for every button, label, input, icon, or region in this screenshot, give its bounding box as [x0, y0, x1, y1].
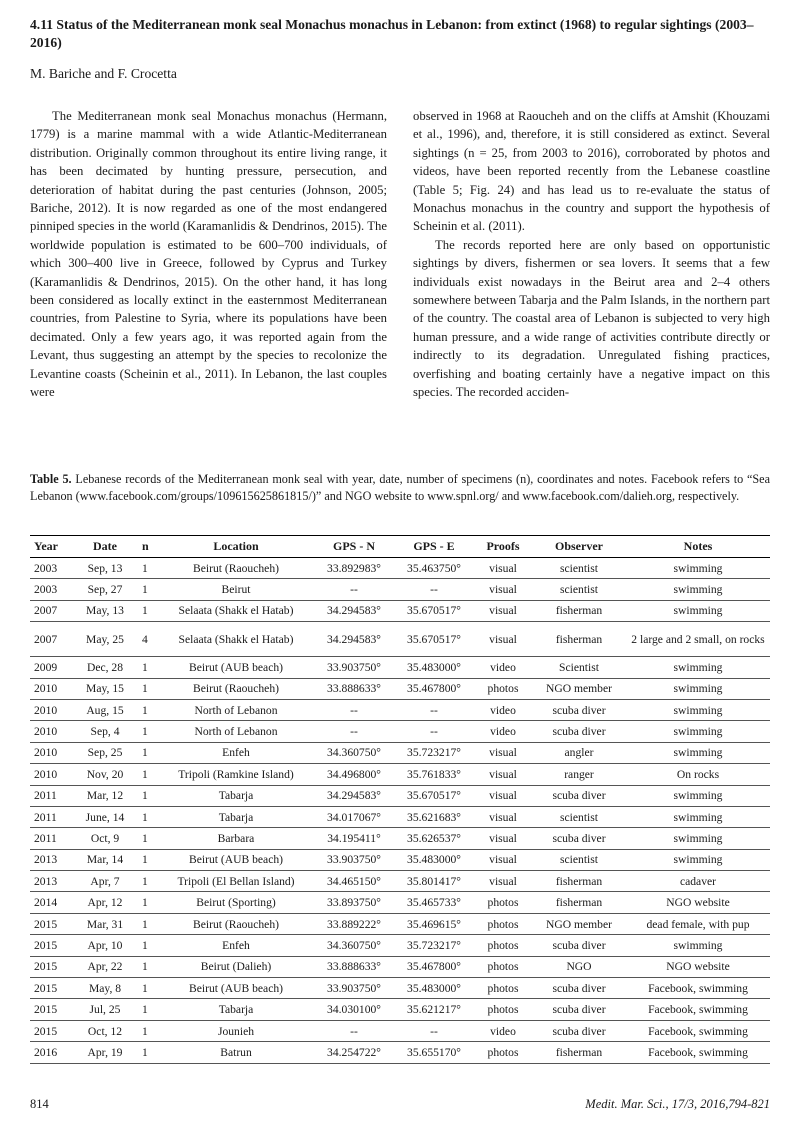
table-cell: Selaata (Shakk el Hatab) — [158, 600, 314, 621]
table-row — [30, 913, 770, 934]
table-row — [30, 600, 770, 621]
table-cell: photos — [474, 1042, 532, 1063]
table-cell: 35.723217° — [394, 935, 474, 956]
table-cell: 1 — [136, 785, 158, 806]
table-cell: May, 25 — [74, 622, 136, 657]
table-cell: 1 — [136, 678, 158, 699]
table-cell: Apr, 19 — [74, 1042, 136, 1063]
table-cell: scuba diver — [532, 1020, 626, 1041]
table-cell: Enfeh — [158, 935, 314, 956]
table-cell: photos — [474, 935, 532, 956]
table-cell: Selaata (Shakk el Hatab) — [158, 622, 314, 657]
table-cell: On rocks — [626, 764, 770, 785]
column-header: GPS - E — [394, 536, 474, 558]
table-cell: scuba diver — [532, 785, 626, 806]
table-cell: -- — [394, 699, 474, 720]
table-cell: video — [474, 657, 532, 678]
table-row — [30, 622, 770, 657]
table-cell: 1 — [136, 579, 158, 600]
table-cell: -- — [314, 721, 394, 742]
table-cell: Beirut (AUB beach) — [158, 849, 314, 870]
table-row — [30, 871, 770, 892]
table-cell: swimming — [626, 935, 770, 956]
table-cell: visual — [474, 600, 532, 621]
table-cell: Sep, 4 — [74, 721, 136, 742]
table-cell: Beirut (Raoucheh) — [158, 558, 314, 579]
table-cell: scuba diver — [532, 978, 626, 999]
table-row — [30, 657, 770, 678]
table-cell: 35.801417° — [394, 871, 474, 892]
column-header: Date — [74, 536, 136, 558]
table-cell: visual — [474, 622, 532, 657]
table-cell: 1 — [136, 828, 158, 849]
table-cell: North of Lebanon — [158, 699, 314, 720]
table-cell: 2009 — [30, 657, 74, 678]
table-cell: Enfeh — [158, 742, 314, 763]
table-cell: 2010 — [30, 721, 74, 742]
table-row — [30, 999, 770, 1020]
table-cell: 1 — [136, 849, 158, 870]
table-cell: swimming — [626, 600, 770, 621]
table-cell: 1 — [136, 871, 158, 892]
table-cell: Dec, 28 — [74, 657, 136, 678]
table-cell: 35.483000° — [394, 657, 474, 678]
table-cell: 2011 — [30, 806, 74, 827]
table-cell: North of Lebanon — [158, 721, 314, 742]
table-cell: video — [474, 699, 532, 720]
table-cell: NGO member — [532, 678, 626, 699]
table-cell: swimming — [626, 579, 770, 600]
table-cell: June, 14 — [74, 806, 136, 827]
table-cell: scientist — [532, 806, 626, 827]
table-cell: Jounieh — [158, 1020, 314, 1041]
table-row — [30, 935, 770, 956]
table-cell: NGO member — [532, 913, 626, 934]
table-cell: 33.903750° — [314, 978, 394, 999]
table-cell: NGO website — [626, 956, 770, 977]
table-cell: 33.889222° — [314, 913, 394, 934]
table-cell: visual — [474, 785, 532, 806]
table-cell: Beirut (Sporting) — [158, 892, 314, 913]
table-cell: scuba diver — [532, 935, 626, 956]
table-cell: fisherman — [532, 622, 626, 657]
table-row — [30, 978, 770, 999]
table-cell: Facebook, swimming — [626, 1020, 770, 1041]
table-cell: swimming — [626, 721, 770, 742]
table-cell: Sep, 25 — [74, 742, 136, 763]
table-cell: 35.621683° — [394, 806, 474, 827]
table-cell: 2013 — [30, 871, 74, 892]
table-cell: swimming — [626, 849, 770, 870]
table-cell: -- — [394, 721, 474, 742]
table-cell: Sep, 13 — [74, 558, 136, 579]
table-cell: 2015 — [30, 1020, 74, 1041]
table-cell: swimming — [626, 742, 770, 763]
table-cell: 35.761833° — [394, 764, 474, 785]
page-number: 814 — [30, 1097, 49, 1111]
table-row — [30, 1042, 770, 1063]
table-cell: Jul, 25 — [74, 999, 136, 1020]
table-cell: 35.467800° — [394, 956, 474, 977]
table-cell: 2011 — [30, 828, 74, 849]
table-cell: Sep, 27 — [74, 579, 136, 600]
table-cell: scientist — [532, 849, 626, 870]
table-cell: -- — [314, 1020, 394, 1041]
table-caption-text: Lebanese records of the Mediterranean monk seal with year, date, number of specimens (n), coordinates and notes. Facebook refers to “Sea Lebanon (www.facebook.com/groups/109615625861815/)” and NGO website to www.spnl.org/ and www.facebook.com/dalieh.org, respectively. — [30, 472, 770, 503]
table-cell: swimming — [626, 558, 770, 579]
table-cell: 1 — [136, 558, 158, 579]
table-cell: 34.294583° — [314, 785, 394, 806]
table-cell: Apr, 22 — [74, 956, 136, 977]
table-cell: -- — [314, 699, 394, 720]
table-cell: 33.888633° — [314, 678, 394, 699]
table-cell: 35.655170° — [394, 1042, 474, 1063]
table-cell: scientist — [532, 579, 626, 600]
table-cell: fisherman — [532, 600, 626, 621]
table-cell: 2010 — [30, 764, 74, 785]
table-cell: 2010 — [30, 699, 74, 720]
table-cell: scientist — [532, 558, 626, 579]
table-cell: 35.621217° — [394, 999, 474, 1020]
table-cell: Apr, 7 — [74, 871, 136, 892]
table-cell: photos — [474, 978, 532, 999]
table-cell: Aug, 15 — [74, 699, 136, 720]
table-cell: 4 — [136, 622, 158, 657]
table-cell: 34.465150° — [314, 871, 394, 892]
table-cell: 35.670517° — [394, 785, 474, 806]
table-cell: 2 large and 2 small, on rocks — [626, 622, 770, 657]
table-cell: 1 — [136, 657, 158, 678]
table-cell: 33.888633° — [314, 956, 394, 977]
table-cell: Nov, 20 — [74, 764, 136, 785]
table-cell: -- — [314, 579, 394, 600]
table-cell: 2016 — [30, 1042, 74, 1063]
table-row — [30, 828, 770, 849]
table-cell: 2015 — [30, 978, 74, 999]
table-cell: May, 13 — [74, 600, 136, 621]
table-cell: 2013 — [30, 849, 74, 870]
body-columns — [30, 107, 770, 402]
table-cell: 35.483000° — [394, 849, 474, 870]
column-header: n — [136, 536, 158, 558]
table-cell: visual — [474, 849, 532, 870]
table-cell: visual — [474, 806, 532, 827]
table-cell: 1 — [136, 978, 158, 999]
table-cell: -- — [394, 1020, 474, 1041]
table-row — [30, 558, 770, 579]
table-cell: 35.465733° — [394, 892, 474, 913]
table-cell: 2014 — [30, 892, 74, 913]
table-cell: May, 8 — [74, 978, 136, 999]
table-cell: 35.670517° — [394, 622, 474, 657]
table-cell: scuba diver — [532, 699, 626, 720]
table-cell: Tabarja — [158, 785, 314, 806]
authors: M. Bariche and F. Crocetta — [30, 66, 177, 81]
table-cell: visual — [474, 764, 532, 785]
column-header: Year — [30, 536, 74, 558]
table-cell: 1 — [136, 913, 158, 934]
table-body — [30, 558, 770, 1064]
table-cell: Mar, 14 — [74, 849, 136, 870]
column-header: GPS - N — [314, 536, 394, 558]
table-row — [30, 678, 770, 699]
paragraph: The Mediterranean monk seal Monachus monachus (Hermann, 1779) is a marine mammal with a wide Atlantic-Mediterranean distribution. Originally common throughout its entire living range, it has been decimated by hunting pressure, persecution, and deterioration of habitat during the past centuries (Johnson, 2005; Bariche, 2012). It is now regarded as one of the most endangered pinniped species in the world (Karamanlidis & Dendrinos, 2015). The worldwide population is estimated to be 600–700 individuals, of which 300–400 live in Greece, followed by Cyprus and Turkey (Karamanlidis & Dendrinos, 2015). On the other hand, it has long been considered as locally extinct in the easternmost Mediterranean countries, from Palestine to Syria, where its populations have been decimated. Only a few years ago, it was reported again from the Levant, thus suggesting an attempt by the species to recolonize the Levantine coasts (Scheinin et al., 2011). In Lebanon, the last couples were — [30, 109, 387, 400]
body-column-left — [30, 107, 387, 402]
table-cell: swimming — [626, 828, 770, 849]
table-cell: Beirut (AUB beach) — [158, 657, 314, 678]
table-row — [30, 806, 770, 827]
table-cell: photos — [474, 913, 532, 934]
table-cell: Beirut (AUB beach) — [158, 978, 314, 999]
table-cell: 2015 — [30, 913, 74, 934]
table-cell: 2007 — [30, 622, 74, 657]
table-cell: Tripoli (El Bellan Island) — [158, 871, 314, 892]
table-row — [30, 579, 770, 600]
table-row — [30, 742, 770, 763]
table-cell: May, 15 — [74, 678, 136, 699]
table-cell: 33.892983° — [314, 558, 394, 579]
table-cell: cadaver — [626, 871, 770, 892]
table-cell: 2015 — [30, 999, 74, 1020]
column-header: Proofs — [474, 536, 532, 558]
table-cell: 1 — [136, 1020, 158, 1041]
table-cell: 33.903750° — [314, 657, 394, 678]
table-cell: swimming — [626, 699, 770, 720]
table-cell: 1 — [136, 600, 158, 621]
table-row — [30, 721, 770, 742]
table-cell: Beirut (Raoucheh) — [158, 913, 314, 934]
table-cell: Beirut (Dalieh) — [158, 956, 314, 977]
table-cell: 1 — [136, 892, 158, 913]
table-cell: 2007 — [30, 600, 74, 621]
table-header-row — [30, 536, 770, 558]
table-cell: 35.723217° — [394, 742, 474, 763]
table-cell: 1 — [136, 806, 158, 827]
table-cell: ranger — [532, 764, 626, 785]
table-cell: NGO — [532, 956, 626, 977]
journal-citation: Medit. Mar. Sci., 17/3, 2016,794-821 — [585, 1097, 770, 1111]
table-cell: 35.469615° — [394, 913, 474, 934]
column-header: Notes — [626, 536, 770, 558]
table-cell: 1 — [136, 956, 158, 977]
table-cell: photos — [474, 678, 532, 699]
table-cell: 35.626537° — [394, 828, 474, 849]
table-cell: 35.467800° — [394, 678, 474, 699]
table-row — [30, 785, 770, 806]
table-cell: Tripoli (Ramkine Island) — [158, 764, 314, 785]
body-column-right — [413, 107, 770, 402]
table-cell: 2011 — [30, 785, 74, 806]
table-cell: visual — [474, 828, 532, 849]
table-cell: visual — [474, 579, 532, 600]
table-cell: 2010 — [30, 678, 74, 699]
table-cell: scuba diver — [532, 721, 626, 742]
table-cell: photos — [474, 956, 532, 977]
table-cell: 35.483000° — [394, 978, 474, 999]
table-cell: photos — [474, 892, 532, 913]
table-cell: 1 — [136, 699, 158, 720]
table-cell: Facebook, swimming — [626, 978, 770, 999]
table-cell: fisherman — [532, 892, 626, 913]
table-caption-label: Table 5. — [30, 472, 72, 486]
table-cell: photos — [474, 999, 532, 1020]
table-cell: visual — [474, 742, 532, 763]
table-cell: 2003 — [30, 558, 74, 579]
table-cell: 1 — [136, 721, 158, 742]
table-cell: 1 — [136, 999, 158, 1020]
table-cell: 34.360750° — [314, 935, 394, 956]
table-cell: swimming — [626, 657, 770, 678]
column-header: Observer — [532, 536, 626, 558]
table-cell: 2015 — [30, 956, 74, 977]
table-cell: 35.463750° — [394, 558, 474, 579]
paragraph: The records reported here are only based on opportunistic sightings by divers, fishermen or sea lovers. It seems that a few individuals exist nowadays in the Beirut area and 2–4 others somewhere between Tabarja and the Palm Islands, in the northern part of the country. The coastal area of Lebanon is subjected to very high human pressure, and a wide range of activities contribute directly or indirectly to its degradation. Unregulated fishing practices, overfishing and boating certainly have a negative impact on this species. The recorded acciden- — [413, 237, 770, 400]
table-row — [30, 956, 770, 977]
table-cell: video — [474, 1020, 532, 1041]
table-row — [30, 849, 770, 870]
table-cell: angler — [532, 742, 626, 763]
table-cell: fisherman — [532, 1042, 626, 1063]
table-cell: -- — [394, 579, 474, 600]
table-caption — [30, 471, 770, 505]
table-cell: Mar, 12 — [74, 785, 136, 806]
table-cell: 1 — [136, 764, 158, 785]
table-cell: 34.294583° — [314, 622, 394, 657]
table-cell: Mar, 31 — [74, 913, 136, 934]
table-cell: Facebook, swimming — [626, 999, 770, 1020]
table-cell: visual — [474, 558, 532, 579]
table-row — [30, 892, 770, 913]
table-cell: scuba diver — [532, 828, 626, 849]
table-cell: 33.903750° — [314, 849, 394, 870]
table-cell: swimming — [626, 806, 770, 827]
section-title: 4.11 Status of the Mediterranean monk seal Monachus monachus in Lebanon: from extinct (1968) to regular sightings (2003–2016) — [30, 17, 754, 50]
table-cell: video — [474, 721, 532, 742]
table-row — [30, 1020, 770, 1041]
table-cell: Oct, 9 — [74, 828, 136, 849]
table-cell: Apr, 12 — [74, 892, 136, 913]
table-cell: Facebook, swimming — [626, 1042, 770, 1063]
table-cell: Tabarja — [158, 806, 314, 827]
table-cell: 1 — [136, 1042, 158, 1063]
table-cell: 1 — [136, 742, 158, 763]
paragraph: observed in 1968 at Raoucheh and on the cliffs at Amshit (Khouzami et al., 1996), and, therefore, it is still considered as extinct. Several sightings (n = 25, from 2003 to 2016), corroborated by photos and videos, have been reported recently from the Lebanese coastline (Table 5; Fig. 24) and has lead us to re-evaluate the status of Monachus monachus in the country and support the hypothesis of Scheinin et al. (2011). — [413, 109, 770, 234]
table-cell: 34.496800° — [314, 764, 394, 785]
column-header: Location — [158, 536, 314, 558]
records-table — [30, 535, 770, 1064]
table-cell: swimming — [626, 785, 770, 806]
table-cell: 33.893750° — [314, 892, 394, 913]
table-row — [30, 699, 770, 720]
table-cell: visual — [474, 871, 532, 892]
table-cell: fisherman — [532, 871, 626, 892]
table-cell: Beirut (Raoucheh) — [158, 678, 314, 699]
table-cell: 35.670517° — [394, 600, 474, 621]
table-cell: 34.195411° — [314, 828, 394, 849]
table-cell: Scientist — [532, 657, 626, 678]
table-cell: Beirut — [158, 579, 314, 600]
table-cell: 1 — [136, 935, 158, 956]
table-cell: NGO website — [626, 892, 770, 913]
table-cell: Batrun — [158, 1042, 314, 1063]
table-cell: 2003 — [30, 579, 74, 600]
table-cell: Apr, 10 — [74, 935, 136, 956]
table-cell: 34.360750° — [314, 742, 394, 763]
table-cell: 2015 — [30, 935, 74, 956]
table-cell: 34.030100° — [314, 999, 394, 1020]
table-cell: Tabarja — [158, 999, 314, 1020]
table-cell: dead female, with pup — [626, 913, 770, 934]
table-cell: 2010 — [30, 742, 74, 763]
table-cell: 34.254722° — [314, 1042, 394, 1063]
table-row — [30, 764, 770, 785]
table-cell: Oct, 12 — [74, 1020, 136, 1041]
table-cell: Barbara — [158, 828, 314, 849]
table-cell: swimming — [626, 678, 770, 699]
table-cell: 34.294583° — [314, 600, 394, 621]
table-cell: 34.017067° — [314, 806, 394, 827]
table-cell: scuba diver — [532, 999, 626, 1020]
